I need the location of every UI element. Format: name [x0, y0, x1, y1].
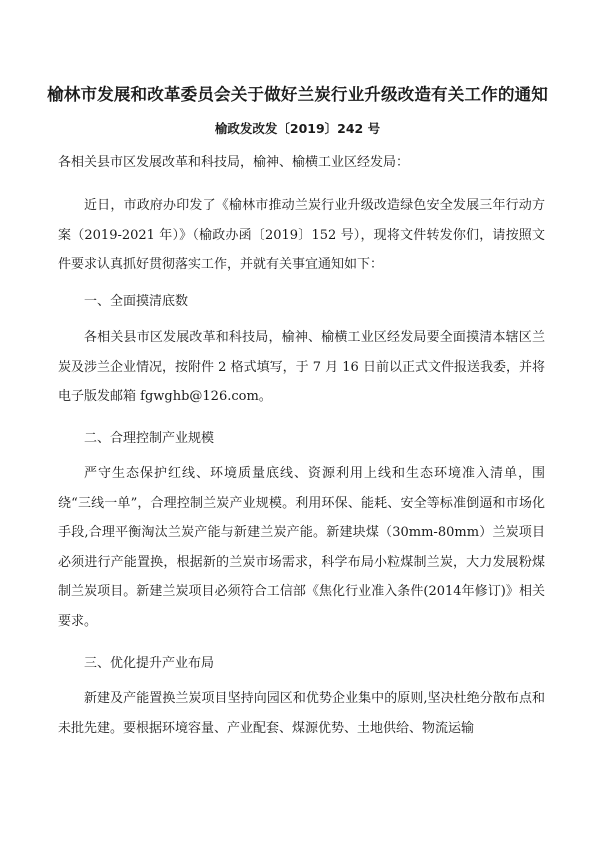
section-heading-1: 一、全面摸清底数	[84, 294, 189, 309]
addressee-line: 各相关县市区发展改革和科技局，榆神、榆横工业区经发局：	[58, 155, 410, 170]
document-title: 榆林市发展和改革委员会关于做好兰炭行业升级改造有关工作的通知	[47, 85, 548, 104]
section-body-3: 新建及产能置换兰炭项目坚持向园区和优势企业集中的原则,坚决杜绝分散布点和未批先建。要根据环境容量、产业配套、煤源优势、土地供给、物流运输	[58, 691, 545, 736]
section-heading-3: 三、优化提升产业布局	[84, 656, 215, 671]
section-heading-2: 二、合理控制产业规模	[84, 431, 215, 446]
section-body-1: 各相关县市区发展改革和科技局，榆神、榆横工业区经发局要全面摸清本辖区兰炭及涉兰企业情况，按附件 2 格式填写，于 7 月 16 日前以正式文件报送我委，并将电子版发邮箱 fgwghb@126.com。	[58, 330, 545, 404]
document-number: 榆政发改发〔2019〕242 号	[214, 121, 381, 136]
intro-paragraph: 近日，市政府办印发了《榆林市推动兰炭行业升级改造绿色安全发展三年行动方案（2019-2021 年）》（榆政办函〔2019〕152 号），现将文件转发你们，请按照文件要求认真抓好贯彻落实工作，并就有关事宜通知如下：	[58, 198, 545, 272]
section-body-2: 严守生态保护红线、环境质量底线、资源利用上线和生态环境准入清单，围绕“三线一单”，合理控制兰炭产业规模。利用环保、能耗、安全等标准倒逼和市场化手段,合理平衡淘汰兰炭产能与新建兰炭产能。新建块煤（30mm-80mm）兰炭项目必须进行产能置换，根据新的兰炭市场需求，科学布局小粒煤制兰炭，大力发展粉煤制兰炭项目。新建兰炭项目必须符合工信部《焦化行业准入条件(2014年修订)》相关要求。	[58, 466, 545, 629]
